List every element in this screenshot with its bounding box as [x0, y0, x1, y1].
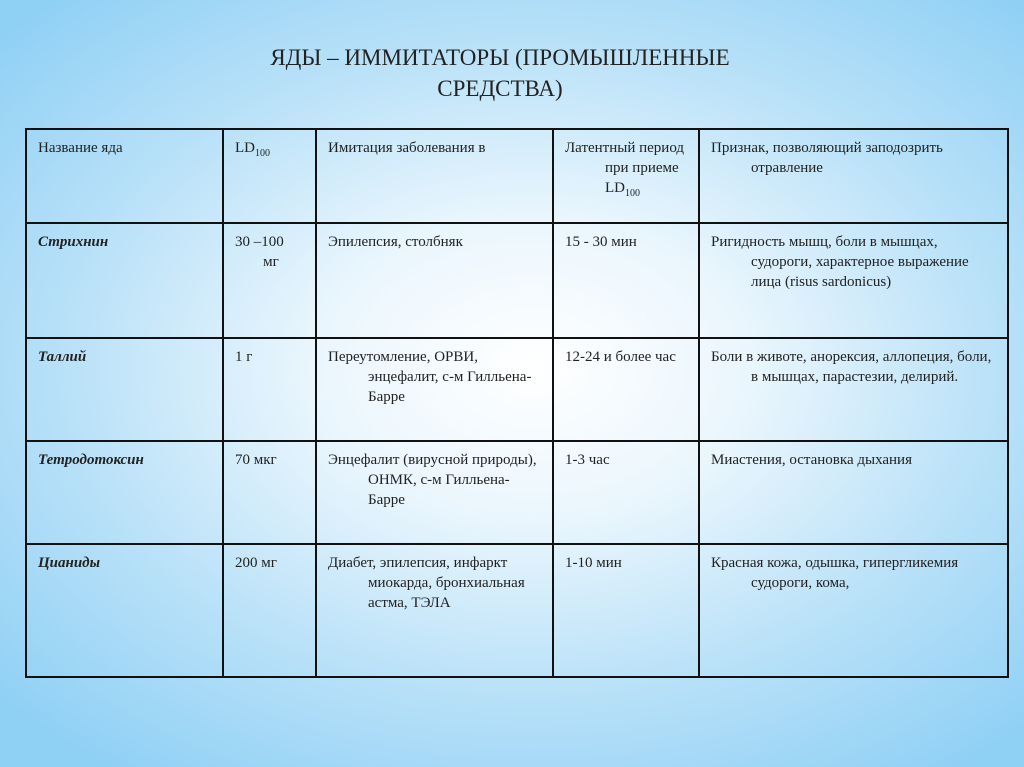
- poisons-table: [25, 128, 1009, 678]
- row-strychnine-dose: 30 –100 мг: [223, 223, 316, 338]
- row-cyanides-dose: 200 мг: [223, 544, 316, 677]
- row-thallium-name: Таллий: [26, 338, 223, 441]
- row-thallium-latent: 12-24 и более час: [553, 338, 699, 441]
- row-tetrodotoxin-name: Тетродотоксин: [26, 441, 223, 544]
- row-strychnine-name: Стрихнин: [26, 223, 223, 338]
- row-thallium-imitation: Переутомление, ОРВИ, энцефалит, с-м Гилльена-Барре: [316, 338, 553, 441]
- title-line-2: СРЕДСТВА): [437, 76, 563, 101]
- table-row: [26, 544, 1008, 677]
- row-cyanides-name: Цианиды: [26, 544, 223, 677]
- row-strychnine-imitation: Эпилепсия, столбняк: [316, 223, 553, 338]
- header-name: Название яда: [26, 129, 223, 223]
- row-strychnine-latent: 15 - 30 мин: [553, 223, 699, 338]
- header-imitation: Имитация заболевания в: [316, 129, 553, 223]
- header-sign: Признак, позволяющий заподозрить отравление: [699, 129, 1008, 223]
- row-tetrodotoxin-latent: 1-3 час: [553, 441, 699, 544]
- header-latent: Латентный период при приеме $LD_{100}$: [553, 129, 699, 223]
- table-row: [26, 441, 1008, 544]
- row-strychnine-sign: Ригидность мышц, боли в мышцах, судороги, характерное выражение лица (risus sardonicus): [699, 223, 1008, 338]
- row-tetrodotoxin-sign: Миастения, остановка дыхания: [699, 441, 1008, 544]
- row-cyanides-sign: Красная кожа, одышка, гипергликемия судороги, кома,: [699, 544, 1008, 677]
- row-tetrodotoxin-imitation: Энцефалит (вирусной природы), ОНМК, с-м Гилльена-Барре: [316, 441, 553, 544]
- row-cyanides-imitation: Диабет, эпилепсия, инфаркт миокарда, бронхиальная астма, ТЭЛА: [316, 544, 553, 677]
- table-row: [26, 338, 1008, 441]
- table-header-row: [26, 129, 1008, 223]
- row-thallium-sign: Боли в животе, анорексия, аллопеция, боли, в мышцах, парастезии, делирий.: [699, 338, 1008, 441]
- row-tetrodotoxin-dose: 70 мкг: [223, 441, 316, 544]
- table-row: [26, 223, 1008, 338]
- slide-title: [190, 42, 810, 104]
- row-thallium-dose: 1 г: [223, 338, 316, 441]
- row-cyanides-latent: 1-10 мин: [553, 544, 699, 677]
- title-line-1: ЯДЫ – ИММИТАТОРЫ (ПРОМЫШЛЕННЫЕ: [270, 45, 730, 70]
- header-ld: $LD_{100}$: [223, 129, 316, 223]
